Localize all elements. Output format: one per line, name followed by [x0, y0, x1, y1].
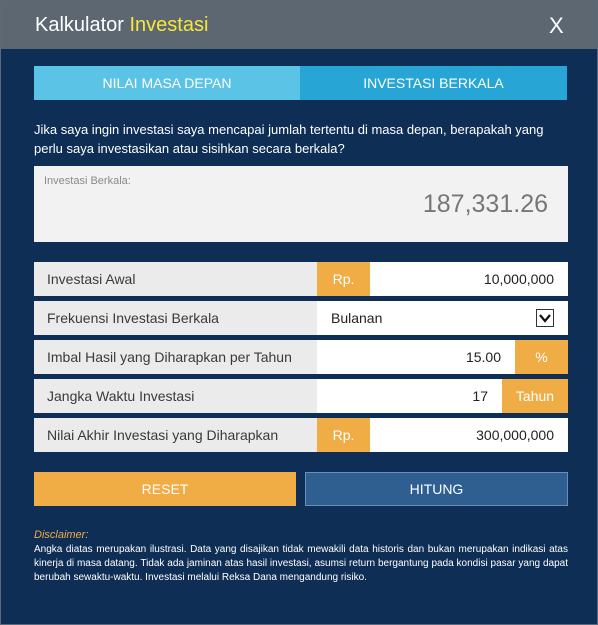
duration-row [34, 379, 568, 413]
target-value-currency-tag: Rp. [317, 418, 370, 452]
duration-label: Jangka Waktu Investasi [34, 379, 317, 413]
disclaimer-text: Angka diatas merupakan ilustrasi. Data yang disajikan tidak mewakili data historis dan bukan merupakan indikasi atas kinerja di masa datang. Tidak ada jaminan atas hasil investasi, asumsi return bergantung pada kondisi pasar yang dapat berubah sewaktu-waktu. Investasi melalui Reksa Dana mengandung risiko. [34, 544, 568, 583]
chevron-down-icon[interactable] [536, 309, 554, 327]
calculator-tabs [34, 66, 567, 100]
years-tag: Tahun [502, 379, 568, 413]
result-label: Investasi Berkala: [44, 175, 131, 187]
tab-periodic-investment[interactable]: INVESTASI BERKALA [300, 66, 567, 100]
initial-investment-row [34, 262, 568, 296]
percent-tag: % [515, 340, 568, 374]
duration-input[interactable]: 17 [472, 388, 488, 404]
tab-future-value[interactable]: NILAI MASA DEPAN [34, 66, 300, 100]
result-box [34, 166, 568, 242]
question-text: Jika saya ingin investasi saya mencapai jumlah tertentu di masa depan, berapakah yang perlu saya investasikan atau sisihkan secara berkala? [34, 122, 544, 156]
title-accent: Investasi [129, 14, 209, 36]
frequency-label: Frekuensi Investasi Berkala [34, 301, 317, 335]
close-button[interactable]: X [549, 13, 564, 38]
expected-return-row [34, 340, 568, 374]
frequency-row [34, 301, 568, 335]
frequency-select[interactable]: Bulanan [331, 310, 383, 326]
dialog-title [35, 14, 208, 37]
target-value-label: Nilai Akhir Investasi yang Diharapkan [34, 418, 317, 452]
initial-investment-input[interactable]: 10,000,000 [483, 271, 554, 287]
expected-return-label: Imbal Hasil yang Diharapkan per Tahun [34, 340, 317, 374]
calculate-button[interactable]: HITUNG [305, 472, 568, 506]
initial-investment-label: Investasi Awal [34, 262, 317, 296]
dialog-header [1, 1, 597, 49]
initial-investment-currency-tag: Rp. [317, 262, 370, 296]
disclaimer-title: Disclaimer: [34, 529, 89, 541]
title-prefix: Kalkulator [35, 14, 124, 36]
result-value: 187,331.26 [422, 190, 548, 218]
target-value-row [34, 418, 568, 452]
reset-button[interactable]: RESET [34, 472, 296, 506]
expected-return-input[interactable]: 15.00 [465, 349, 501, 365]
target-value-input[interactable]: 300,000,000 [476, 427, 554, 443]
